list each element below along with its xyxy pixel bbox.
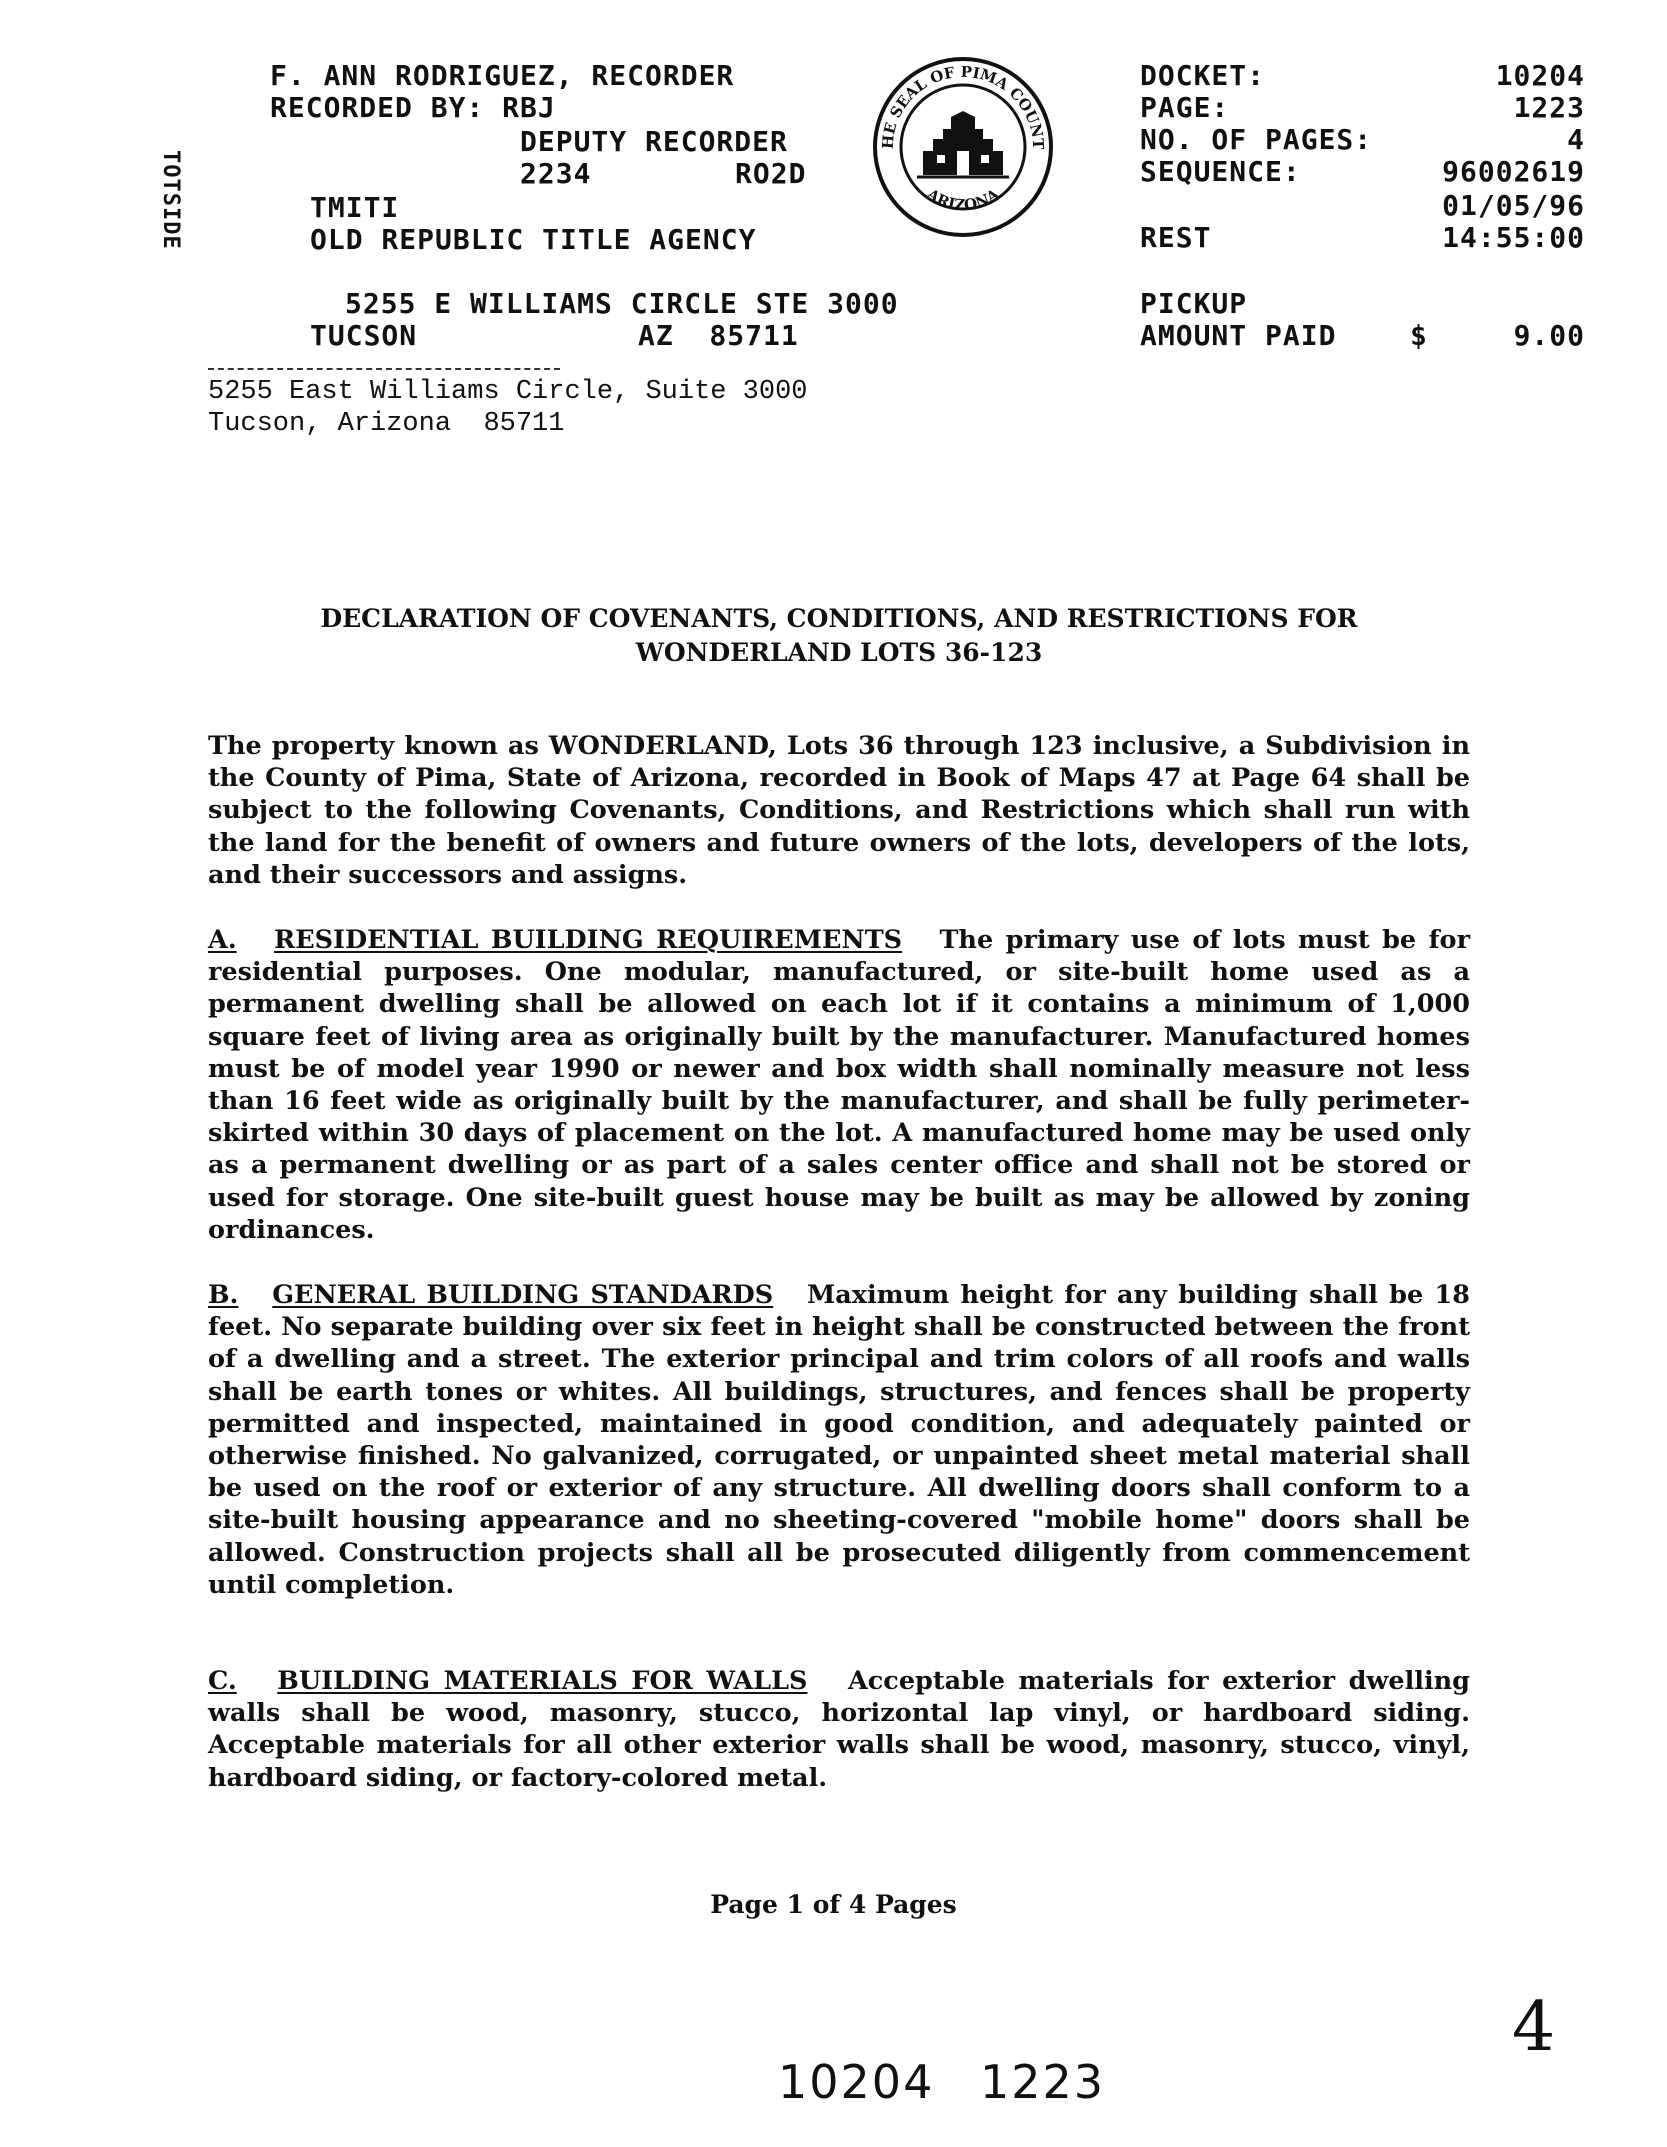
page-footer: Page 1 of 4 Pages: [710, 1890, 957, 1919]
recorded-by: RECORDED BY: RBJ: [270, 91, 556, 124]
agency-city: TUCSON: [310, 319, 418, 352]
section-b-letter: B.: [208, 1280, 239, 1310]
seal-top-text: HE SEAL OF PIMA COUNT: [878, 62, 1048, 150]
section-a-letter: A.: [208, 925, 237, 955]
sequence-value: 96002619: [1442, 155, 1585, 188]
agency-name: OLD REPUBLIC TITLE AGENCY: [310, 223, 757, 256]
docket-value: 10204: [1495, 59, 1585, 92]
docket-label: DOCKET:: [1140, 59, 1266, 92]
page-label: PAGE:: [1140, 91, 1230, 124]
svg-text:ARIZONA: [923, 185, 1003, 215]
section-a: [208, 924, 1470, 1246]
seal-emblem-icon: [871, 55, 1055, 239]
amount-currency: $: [1410, 319, 1428, 352]
margin-note: TOTSIDE: [158, 150, 183, 250]
county-seal: [852, 36, 1048, 220]
amount-paid-value: 9.00: [1513, 319, 1585, 352]
return-address-line2: Tucson, Arizona 85711: [208, 409, 565, 439]
separator-line: [208, 368, 560, 370]
recorder-name: F. ANN RODRIGUEZ, RECORDER: [270, 59, 735, 92]
recording-code-left: 2234: [520, 157, 592, 190]
section-c-heading: BUILDING MATERIALS FOR WALLS: [277, 1666, 808, 1696]
amount-paid-label: AMOUNT PAID: [1140, 319, 1337, 352]
section-b-heading: GENERAL BUILDING STANDARDS: [272, 1280, 774, 1310]
pickup-label: PICKUP: [1140, 287, 1248, 320]
section-b: [208, 1279, 1470, 1601]
party-code: TMITI: [310, 191, 400, 224]
sequence-label: SEQUENCE:: [1140, 155, 1301, 188]
recording-date: 01/05/96: [1442, 189, 1585, 222]
section-a-heading: RESIDENTIAL BUILDING REQUIREMENTS: [274, 925, 903, 955]
recording-code-right: RO2D: [735, 157, 807, 190]
num-pages-label: NO. OF PAGES:: [1140, 123, 1373, 156]
section-b-text: Maximum height for any building shall be 18 feet. No separate building over six feet in height shall be constructed between the front of a dwelling and a street. The exterior principal and trim colors of all roofs and walls shall be earth tones or whites. All buildings, structures, and fences shall be property permitted and inspected, maintained in good condition, and adequately painted or otherwise finished. No galvanized, corrugated, or unpainted sheet metal material shall be used on the roof or exterior of any structure. All dwelling doors shall conform to a site-built housing appearance and no sheeting-covered "mobile home" doors shall be allowed. Construction projects shall all be prosecuted diligently from commencement until completion.: [208, 1280, 1470, 1600]
section-a-text: The primary use of lots must be for residential purposes. One modular, manufactured, or site-built home used as a permanent dwelling shall be allowed on each lot if it contains a minimum of 1,000 square feet of living area as originally built by the manufacturer. Manufactured homes must be of model year 1990 or newer and box width shall nominally measure not less than 16 feet wide as originally built by the manufacturer, and shall be fully perimeter-skirted within 30 days of placement on the lot. A manufactured home may be used only as a permanent dwelling or as part of a sales center office and shall not be stored or used for storage. One site-built guest house may be built as may be allowed by zoning ordinances.: [208, 925, 1471, 1245]
bottom-docket-number: 10204: [778, 2055, 935, 2109]
document-title-line2: WONDERLAND LOTS 36-123: [635, 638, 1043, 667]
return-address-line1: 5255 East Williams Circle, Suite 3000: [208, 377, 808, 407]
num-pages-value: 4: [1567, 123, 1585, 156]
agency-state-zip: AZ 85711: [638, 319, 799, 352]
bottom-page-number: 1223: [980, 2055, 1106, 2109]
section-c-text: Acceptable materials for exterior dwelling walls shall be wood, masonry, stucco, horizontal lap vinyl, or hardboard siding. Acceptable materials for all other exterior walls shall be wood, masonry, stucco, vinyl, hardboard siding, or factory-colored metal.: [208, 1666, 1471, 1793]
rest-label: REST: [1140, 221, 1212, 254]
handwritten-mark: 4: [1512, 1988, 1556, 2067]
recording-time: 14:55:00: [1442, 221, 1585, 254]
intro-paragraph: [208, 730, 1470, 891]
document-title-line1: DECLARATION OF COVENANTS, CONDITIONS, AND RESTRICTIONS FOR: [320, 604, 1358, 633]
page-value: 1223: [1513, 91, 1585, 124]
seal-bottom-text: ARIZONA: [923, 185, 1003, 215]
section-c: [208, 1665, 1470, 1794]
deputy-recorder: DEPUTY RECORDER: [520, 125, 788, 158]
agency-address: 5255 E WILLIAMS CIRCLE STE 3000: [345, 287, 899, 320]
intro-text: The property known as WONDERLAND, Lots 36 through 123 inclusive, a Subdivision in the County of Pima, State of Arizona, recorded in Book of Maps 47 at Page 64 shall be subject to the following Covenants, Conditions, and Restrictions which shall run with the land for the benefit of owners and future owners of the lots, developers of the lots, and their successors and assigns.: [208, 731, 1470, 890]
section-c-letter: C.: [208, 1666, 237, 1696]
